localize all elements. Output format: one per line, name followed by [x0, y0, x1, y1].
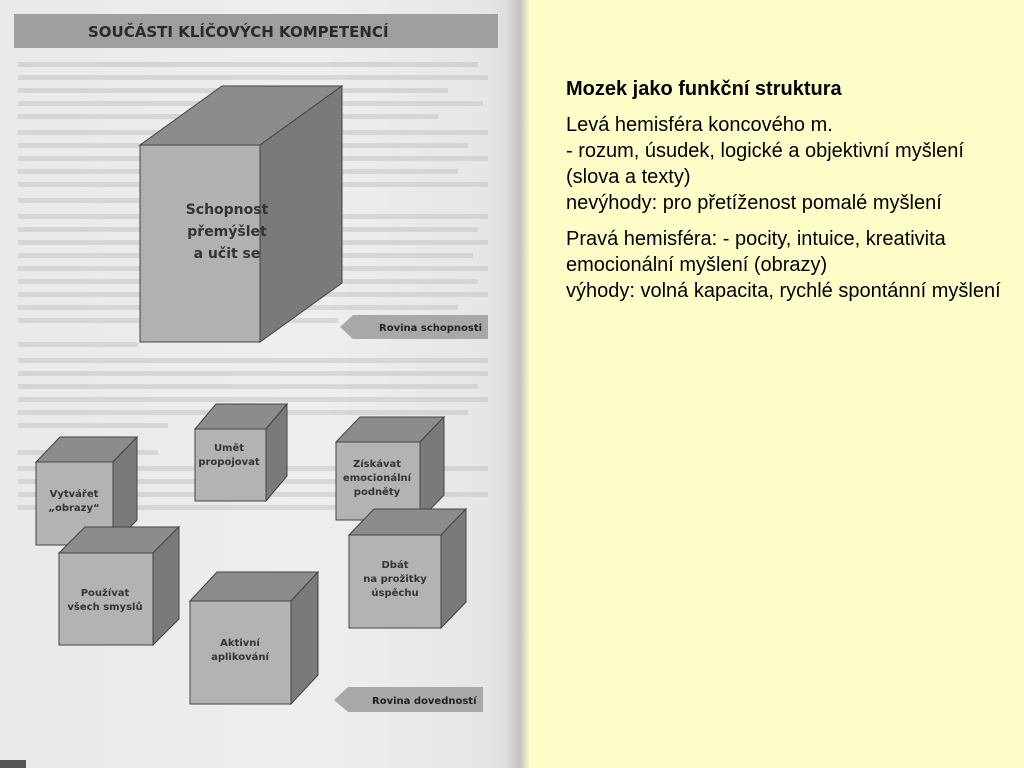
- cube-obrazy-line-2: „obrazy“: [48, 503, 100, 514]
- left-hemisphere-disadvantages: nevýhody: pro přetíženost pomalé myšlení: [566, 192, 942, 214]
- cube-propojovat-line-2: propojovat: [198, 457, 260, 468]
- diagram-title: SOUČÁSTI KLÍČOVÝCH KOMPETENCÍ: [88, 23, 389, 41]
- cube-prozitky-line-1: Dbát: [381, 560, 409, 571]
- cube-propojovat-line-1: Umět: [213, 443, 245, 454]
- cube-prozitky-line-3: úspěchu: [371, 588, 419, 599]
- big-cube-label-line-1: Schopnost: [185, 202, 269, 218]
- left-hemisphere-paragraph: [566, 112, 1006, 216]
- right-hemisphere-paragraph: [566, 226, 1006, 304]
- cube-aplikovani-line-2: aplikování: [211, 652, 269, 663]
- cube-smysly: [59, 527, 179, 645]
- cube-obrazy-line-1: Vytvářet: [49, 489, 99, 500]
- cube-aplikovani-line-1: Aktivní: [220, 638, 260, 649]
- cube-emocionalni-line-3: podněty: [353, 487, 401, 498]
- left-hemisphere-title: Levá hemisféra koncového m.: [566, 114, 833, 136]
- right-hemisphere-traits: Pravá hemisféra: - pocity, intuice, kreativita emocionální myšlení (obrazy): [566, 228, 946, 276]
- big-cube-label-line-3: a učit se: [193, 246, 261, 262]
- page-number-smudge: [0, 760, 26, 768]
- cube-prozitky-line-2: na prožitky: [363, 574, 427, 585]
- level-arrow-bottom: [334, 687, 483, 712]
- cube-emocionalni-line-2: emocionální: [342, 473, 412, 484]
- right-hemisphere-advantages: výhody: volná kapacita, rychlé spontánní myšlení: [566, 280, 1001, 302]
- big-cube-label-line-2: přemýšlet: [187, 224, 267, 240]
- notes-heading: Mozek jako funkční struktura: [566, 78, 842, 100]
- level-arrow-top: [340, 315, 488, 339]
- left-hemisphere-traits: - rozum, úsudek, logické a objektivní myšlení (slova a texty): [566, 140, 964, 188]
- level-top-label: Rovina schopnosti: [379, 323, 483, 334]
- cube-smysly-line-1: Používat: [80, 588, 130, 599]
- notes-text-block: [566, 76, 1006, 314]
- cube-smysly-line-2: všech smyslů: [67, 602, 143, 613]
- level-bottom-label: Rovina dovedností: [372, 696, 477, 707]
- cube-emocionalni-line-1: Získávat: [352, 459, 402, 470]
